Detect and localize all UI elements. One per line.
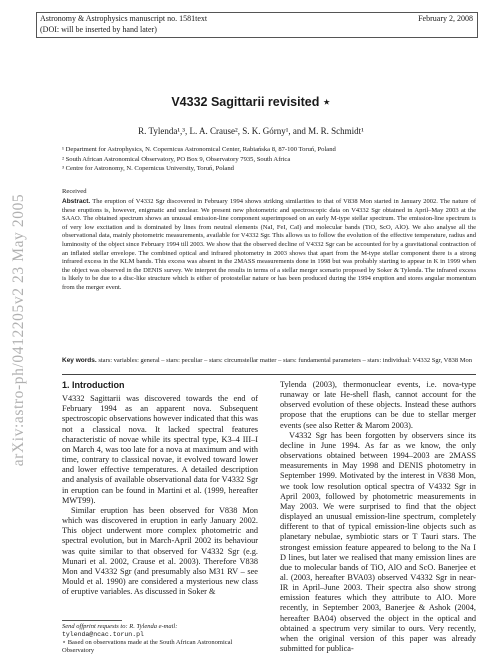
keywords-text: stars: variables: general – stars: peculiar – stars: circumstellar matter – stars: fundamental parameters – stars: individual: V4332 Sgr, V838 Mon [98, 357, 473, 364]
abstract-label: Abstract. [62, 198, 91, 205]
footnote-offprint [62, 623, 258, 639]
offprint-text: Send offprint requests to: R. Tylenda e-mail: [62, 623, 178, 630]
journal-line: Astronomy & Astrophysics manuscript no. 1581text [40, 14, 208, 23]
paper-title: V4332 Sagittarii revisited ⋆ [171, 95, 331, 109]
doi-line: (DOI: will be inserted by hand later) [40, 25, 157, 34]
intro-paragraph-1: V4332 Sagittarii was discovered towards the end of February 1994 as an apparent nova. Subsequent spectroscopic observations however indicated that this was not a classical nova. It lacked spectral features characteristic of novae while its spectral type, K3–4 III–I on March 4, was too late for a nova at maximum and with time, contrary to classical novae, it evolved toward lower and lower effective temperatures. A detailed description and analysis of available observational data for V4332 Sgr in eruption can be found in Martini et al. (1999, hereafter MWT99). [62, 394, 258, 505]
received-line: Received [62, 188, 87, 195]
left-column [62, 380, 258, 597]
intro-paragraph-2: Similar eruption has been observed for V838 Mon which was discovered in eruption in early January 2002. This object underwent more complex photometric and spectral evolution, but in March-April 2002 its behaviour was quite similar to that observed for V4332 Sgr (e.g. Munari et al. 2002, Crause et al. 2003). Therefore V838 Mon and V4332 Sgr (and presumably also M31 RV – see Mould et al. 1990) are considered a mysterious new class of eruptive variables. As discussed in Soker & [62, 505, 258, 597]
keywords-label: Key words. [62, 357, 97, 364]
section-heading-introduction: 1. Introduction [62, 380, 125, 390]
abstract [62, 198, 476, 293]
journal-header-box [36, 12, 478, 38]
footnote-observations: ⋆ Based on observations made at the South African Astronomical Observatory [62, 639, 233, 654]
affiliations [62, 145, 336, 174]
author-email-link[interactable]: tylenda@ncac.torun.pl [62, 631, 144, 638]
author-list: R. Tylenda¹,³, L. A. Crause², S. K. Górny¹, and M. R. Schmidt¹ [138, 126, 364, 136]
arxiv-watermark [12, 130, 26, 530]
header-date: February 2, 2008 [418, 14, 473, 23]
right-column [280, 380, 476, 654]
abstract-divider [62, 374, 476, 375]
abstract-text: The eruption of V4332 Sgr discovered in February 1994 shows striking similarities to that of V838 Mon started in January 2002. The nature of these eruptions is, however, enigmatic and unclear. We present new photometric and spectroscopic data on V4332 Sgr obtained in April–May 2003 at the SAAO. The obtained spectrum shows an unusual emission-line component superimposed on an early M-type stellar spectrum. The emission-line spectrum is of very low excitation and is dominated by lines from neutral elements (NaI, FeI, CaI) and molecular bands (TiO, ScO, AlO). We also analyse all the observational data, mainly photometric measurements, available for V4332 Sgr. This allows us to follow the evolution of the effective temperature, radius and luminosity of the object since February 1994 till 2003. We show that the observed decline of V4332 Sgr can be accounted for by a gravitational contraction of an inflated stellar envelope. The combined optical and infrared photometry in 2003 shows that apart from the M-type stellar component there is a strong infrared excess in the KLM bands. This excess was absent in the 2MASS measurements done in 1998 but was probably starting to appear in K in 1999 when the object was observed in the DENIS survey. We interpret the results in terms of a stellar merger scenario proposed by Soker & Tylenda. The infrared excess is likely to be due to a disc-like structure which is either of protostellar nature or has been produced during the 1994 eruption and stores angular momentum from the merger event. [62, 198, 476, 291]
footnote-rule [62, 620, 122, 621]
affiliation-1: ¹ Department for Astrophysics, N. Copernicus Astronomical Center, Rabiańska 8, 87-100 Toruń, Poland [62, 146, 336, 153]
arxiv-watermark-text: arXiv:astro-ph/0412205v2 23 May 2005 [10, 193, 27, 467]
keywords [62, 357, 476, 366]
col2-paragraph-2: V4332 Sgr has been forgotten by observers since its decline in June 1994. As far as we know, the only observations obtained between 1994–2003 are 2MASS measurements in May 1998 and DENIS photometry in September 1999. Motivated by the interest in V838 Mon, we took low resolution optical spectra of V4332 Sgr in April 2003, followed by photometric measurements in May 2003. We were surprised to find that the object displayed an unusual emission-line spectrum, completely different to that of typical emission-line objects such as planetary nebulae, symbiotic stars or T Tauri stars. The strongest emission feature appeared to belong to the Na I D lines, but later we realised that many emission lines are due to molecular bands of TiO, AlO and ScO. Banerjee et al. (2003, hereafter BVA03) observed V4332 Sgr in near-IR in April–June 2003. Their spectra also show strong emission features which they attribute to AlO. More recently, in September 2003, Banerjee & Ashok (2004, hereafter BA04) observed the object in the optical and obtained a spectrum very similar to ours. Very recently, when the original version of this paper was already submitted for publica- [280, 430, 476, 654]
affiliation-2: ² South African Astronomical Observatory, PO Box 9, Observatory 7935, South Africa [62, 155, 291, 163]
affiliation-3: ³ Centre for Astronomy, N. Copernicus University, Toruń, Poland [62, 165, 234, 172]
col2-paragraph-1: Tylenda (2003), thermonuclear events, i.e. nova-type runaway or late He-shell flash, cannot account for the observed evolution of these objects. Instead these authors propose that the eruptions can be due to stellar merger events (see also Retter & Marom 2003). [280, 380, 476, 430]
footnotes [62, 620, 258, 655]
